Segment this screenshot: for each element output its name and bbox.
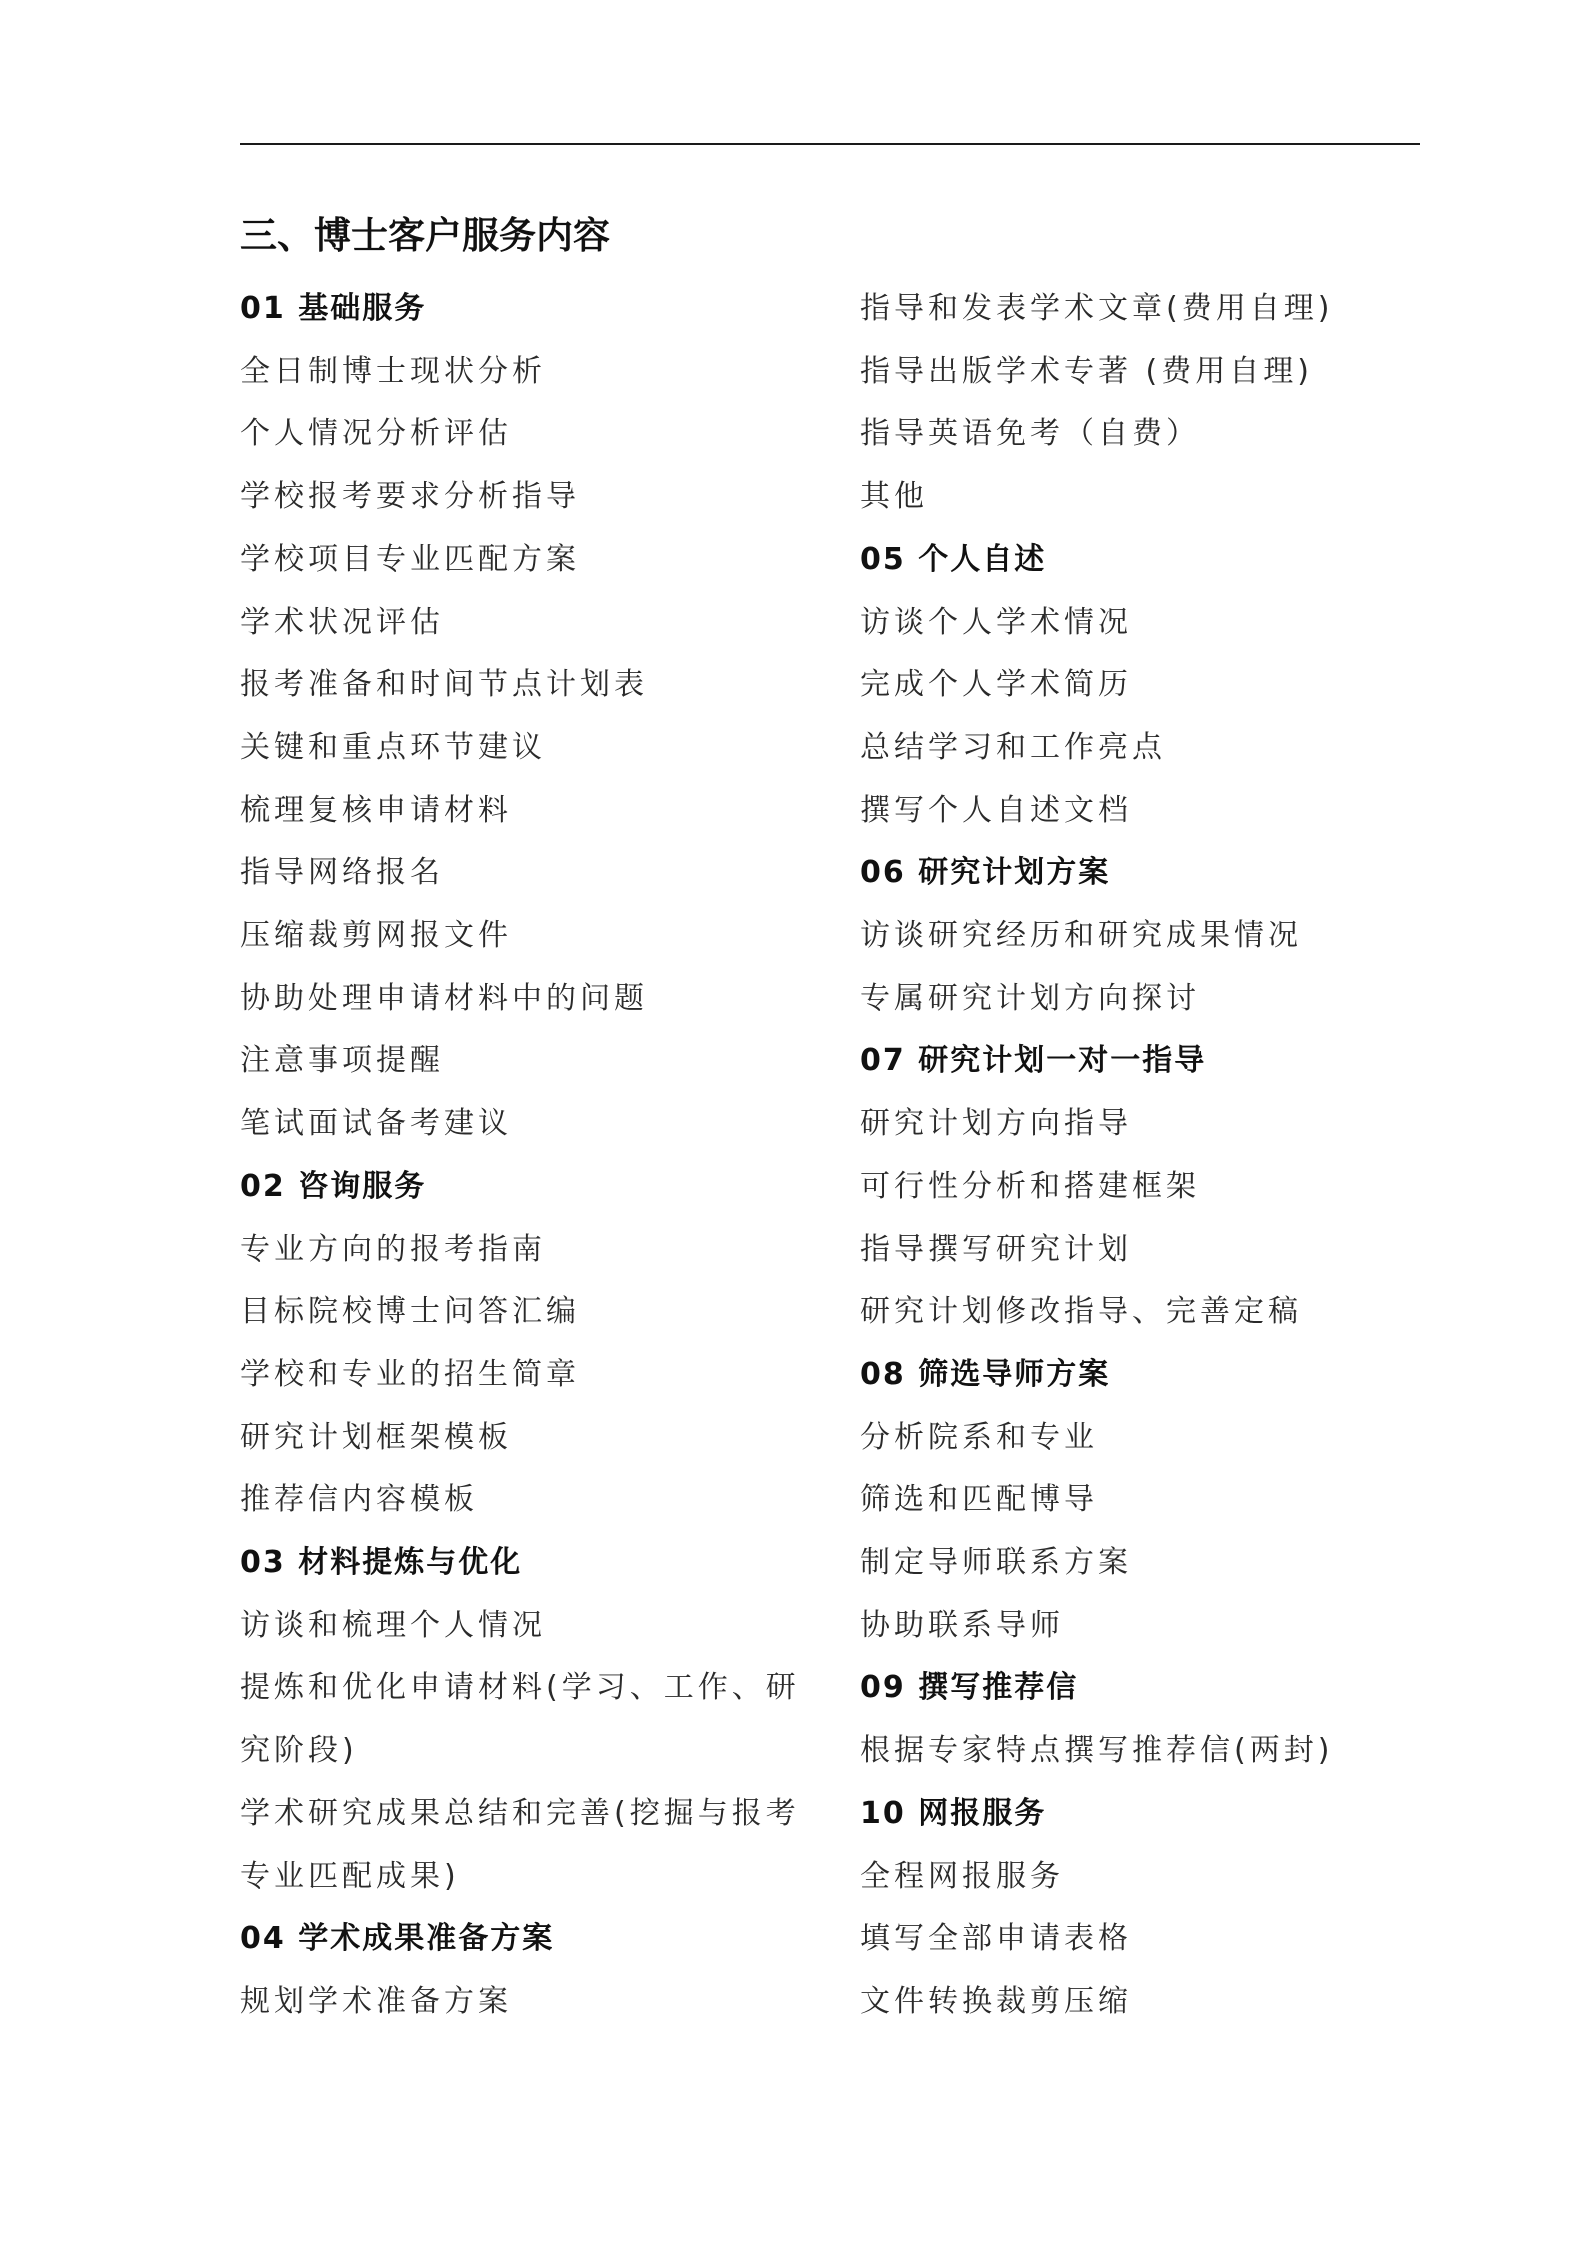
service-item: 研究计划框架模板 <box>240 1419 512 1455</box>
service-item: 筛选和匹配博导 <box>860 1482 1098 1518</box>
left-column-list <box>240 278 810 2034</box>
service-item: 梳理复核申请材料 <box>240 792 512 828</box>
section-heading: 07 研究计划一对一指导 <box>860 1043 1207 1079</box>
service-item: 注意事项提醒 <box>240 1043 444 1079</box>
section-heading: 03 材料提炼与优化 <box>240 1545 523 1581</box>
service-item: 关键和重点环节建议 <box>240 729 546 765</box>
service-item: 访谈和梳理个人情况 <box>240 1607 546 1643</box>
service-item: 指导英语免考（自费） <box>860 416 1200 452</box>
service-item: 提炼和优化申请材料(学习、工作、研究阶段) <box>240 1670 800 1769</box>
service-item: 访谈个人学术情况 <box>860 604 1132 640</box>
service-item: 可行性分析和搭建框架 <box>860 1168 1200 1204</box>
service-item: 协助联系导师 <box>860 1607 1064 1643</box>
service-item: 学术状况评估 <box>240 604 444 640</box>
service-item: 规划学术准备方案 <box>240 1983 512 2019</box>
service-item: 指导和发表学术文章(费用自理) <box>860 291 1334 326</box>
service-item: 撰写个人自述文档 <box>860 792 1132 828</box>
header-rule <box>240 143 1420 145</box>
service-item: 文件转换裁剪压缩 <box>860 1983 1132 2019</box>
service-item: 制定导师联系方案 <box>860 1545 1132 1581</box>
service-item: 总结学习和工作亮点 <box>860 729 1166 765</box>
service-item: 学术研究成果总结和完善(挖掘与报考专业匹配成果) <box>240 1795 800 1894</box>
service-item: 协助处理申请材料中的问题 <box>240 980 648 1016</box>
section-heading: 10 网报服务 <box>860 1795 1047 1831</box>
service-item: 推荐信内容模板 <box>240 1482 478 1518</box>
service-item: 全程网报服务 <box>860 1858 1064 1894</box>
service-item: 填写全部申请表格 <box>860 1921 1132 1957</box>
page-title: 三、博士客户服务内容 <box>240 214 610 257</box>
section-heading: 08 筛选导师方案 <box>860 1356 1111 1392</box>
service-item: 学校报考要求分析指导 <box>240 479 580 515</box>
service-item: 压缩裁剪网报文件 <box>240 918 512 954</box>
service-item: 目标院校博士问答汇编 <box>240 1294 580 1330</box>
section-heading: 09 撰写推荐信 <box>860 1670 1079 1706</box>
section-heading: 04 学术成果准备方案 <box>240 1921 555 1957</box>
service-item: 访谈研究经历和研究成果情况 <box>860 918 1302 954</box>
service-item: 指导网络报名 <box>240 855 444 891</box>
service-item: 全日制博士现状分析 <box>240 353 546 389</box>
section-heading: 02 咨询服务 <box>240 1168 427 1204</box>
section-heading: 01 基础服务 <box>240 291 427 326</box>
service-item: 笔试面试备考建议 <box>240 1106 512 1142</box>
service-item: 专业方向的报考指南 <box>240 1231 546 1267</box>
section-heading: 06 研究计划方案 <box>860 855 1111 891</box>
service-item: 其他 <box>860 479 928 515</box>
service-item: 指导出版学术专著 (费用自理) <box>860 353 1313 389</box>
right-column-list <box>860 278 1420 2034</box>
service-item: 研究计划修改指导、完善定稿 <box>860 1294 1302 1330</box>
service-item: 专属研究计划方向探讨 <box>860 980 1200 1016</box>
service-item: 研究计划方向指导 <box>860 1106 1132 1142</box>
service-item: 报考准备和时间节点计划表 <box>240 667 648 703</box>
service-item: 指导撰写研究计划 <box>860 1231 1132 1267</box>
service-item: 个人情况分析评估 <box>240 416 512 452</box>
service-item: 学校项目专业匹配方案 <box>240 541 580 577</box>
service-item: 分析院系和专业 <box>860 1419 1098 1455</box>
service-item: 学校和专业的招生简章 <box>240 1356 580 1392</box>
service-item: 完成个人学术简历 <box>860 667 1132 703</box>
section-heading: 05 个人自述 <box>860 541 1047 577</box>
service-item: 根据专家特点撰写推荐信(两封) <box>860 1733 1334 1769</box>
